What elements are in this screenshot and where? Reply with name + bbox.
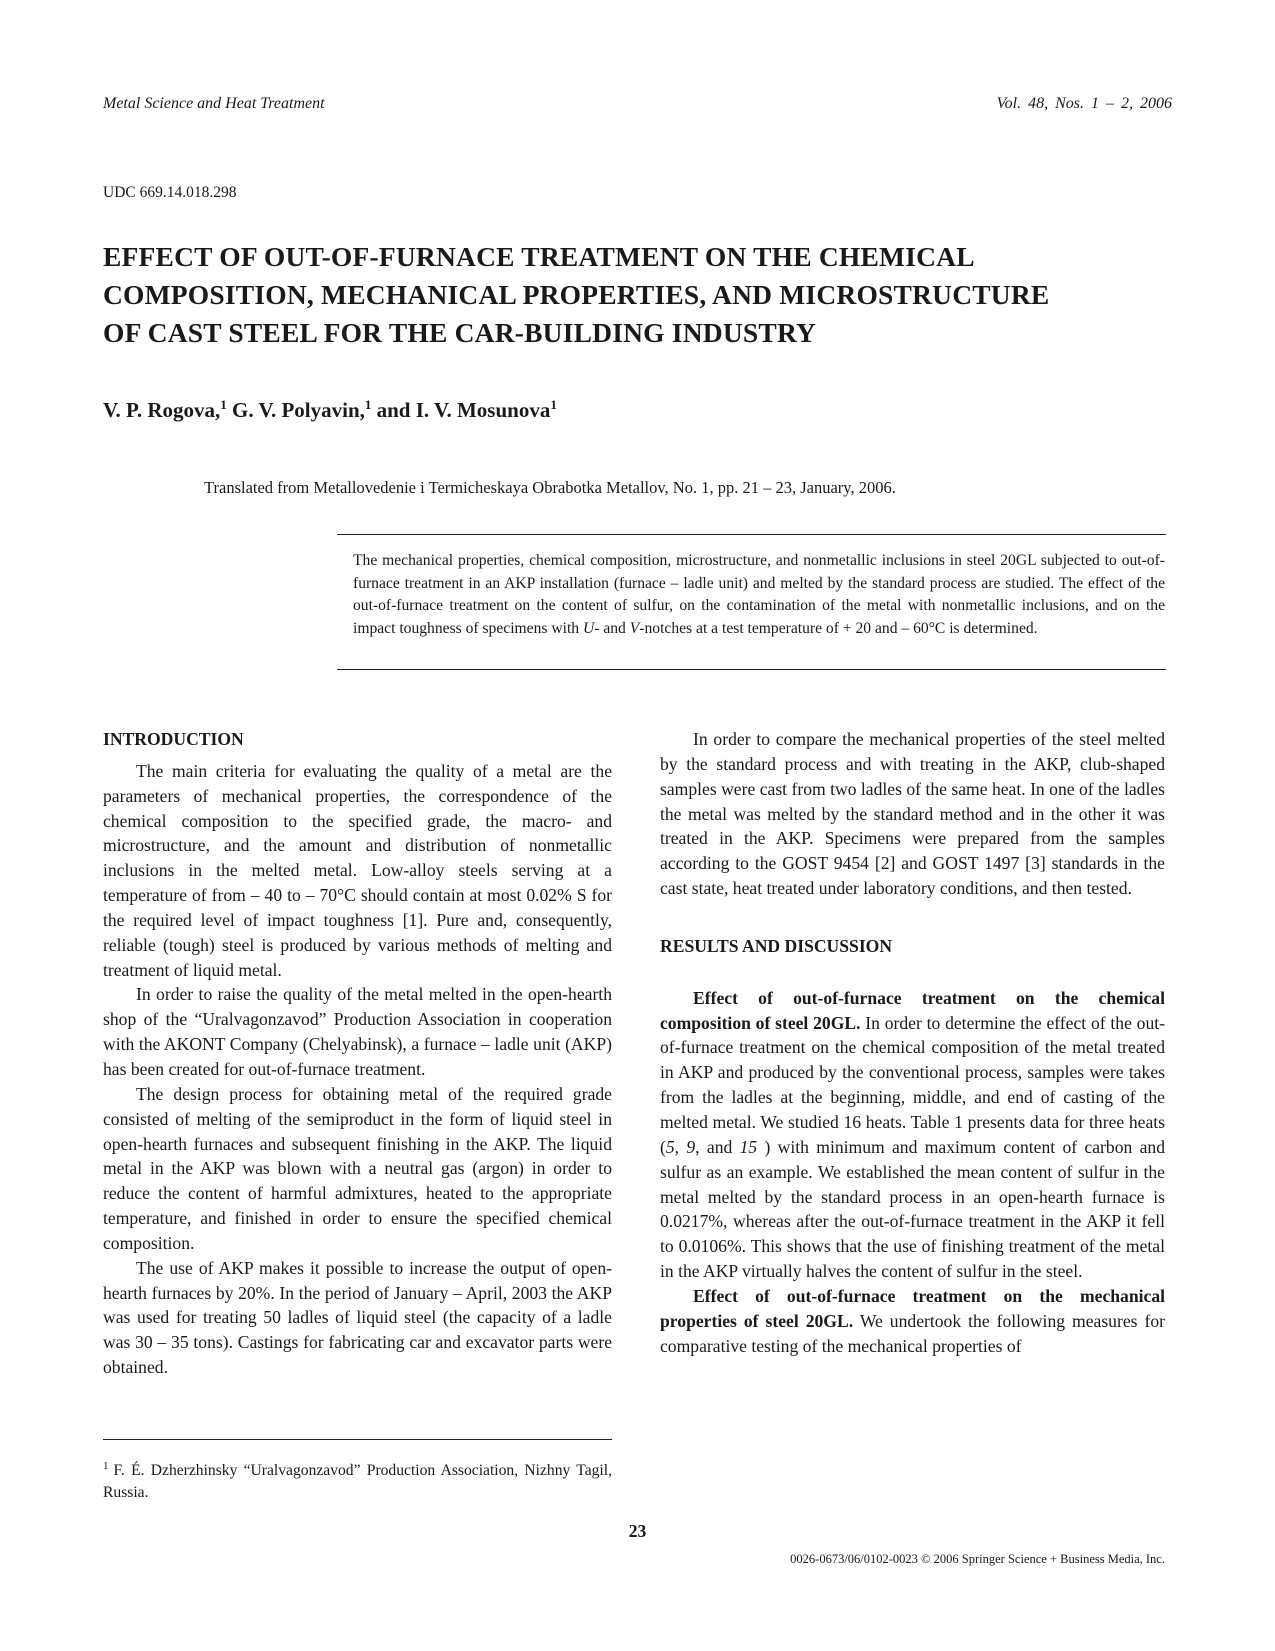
paragraph: The design process for obtaining metal of the required grade consisted of melting of the semiproduct in the form of liquid steel in open-hearth furnaces and subsequent finishing in the AKP. The liquid metal in the AKP was blown with a neutral gas (argon) in order to reduce the content of harmful admixtures, heated to the appropriate temperature, and finished in order to ensure the specified chemical composition. [103,1083,612,1253]
column-left [103,727,612,1380]
paragraph: In order to compare the mechanical properties of the steel melted by the standard process and with treating in the AKP, club-shaped samples were cast from two ladles of the same heat. In one of the ladles the metal was melted by the standard method and in the other it was treated in the AKP. Specimens were prepared from the samples according to the GOST 9454 [2] and GOST 1497 [3] standards in the cast state, heat treated under laboratory conditions, and then tested. [660,729,1165,899]
paragraph: The main criteria for evaluating the quality of a metal are the parameters of mechanical properties, the correspondence of the chemical composition to the specified grade, the macro- and microstructure, and the amount and distribution of nonmetallic inclusions in the melted metal. Low-alloy steels serving at a temperature of from – 40 to – 70°C should contain at most 0.02% S for the required level of impact toughness [1]. Pure and, consequently, reliable (tough) steel is produced by various methods of melting and treatment of liquid metal. [103,760,612,980]
heat-number: 9 [686,1136,696,1157]
abstract [353,550,1165,640]
section-heading-results: RESULTS AND DISCUSSION [660,935,893,956]
subsection-title: Effect of out-of-furnace treatment on the mechanical properties of steel 20GL. [660,1285,1165,1331]
paragraph-text: We undertook the following measures for comparative testing of the mechanical properties of [660,1310,1165,1356]
paragraph [660,1284,1165,1359]
journal-name: Metal Science and Heat Treatment [103,95,325,112]
paragraph-text: , and [695,1136,740,1157]
affiliation-mark: 1 [364,397,372,412]
title-line: COMPOSITION, MECHANICAL PROPERTIES, AND MICROSTRUCTURE [103,279,1050,310]
udc-code: UDC 669.14.018.298 [103,184,237,201]
author-list [103,398,557,423]
author-name: and I. V. Mosunova [376,398,551,422]
paragraph [660,986,1165,1284]
footnote [103,1460,612,1503]
section-heading-introduction: INTRODUCTION [103,729,244,749]
abstract-italic: V [629,619,640,637]
footnote-rule [103,1439,612,1440]
abstract-text: The mechanical properties, chemical composition, microstructure, and nonmetallic inclusions in steel 20GL subjected to out-of-furnace treatment in an AKP installation (furnace – ladle unit) and melted by the standard process are studied. The effect of the out-of-furnace treatment on the content of sulfur, on the contamination of the metal with nonmetallic inclusions, and on the impact toughness of specimens with [353,552,1165,637]
paragraph-text: In order to determine the effect of the out-of-furnace treatment on the chemical composition of the metal treated in AKP and produced by the conventional process, samples were takes from the ladles at the beginning, middle, and end of casting of the melted metal. We studied 16 heats. Table 1 presents data for three heats ( [660,1012,1165,1157]
heat-number: 15 [739,1136,758,1157]
column-right [660,727,1165,1358]
article-title [103,238,1178,352]
affiliation-mark: 1 [550,397,557,412]
heat-number: 5 [665,1136,675,1157]
paragraph-text: , [674,1136,687,1157]
copyright-line: 0026-0673/06/0102-0023 © 2006 Springer Science + Business Media, Inc. [790,1552,1165,1566]
page-number: 23 [628,1521,647,1541]
volume-info: Vol. 48, Nos. 1 – 2, 2006 [996,95,1172,112]
title-line: OF CAST STEEL FOR THE CAR-BUILDING INDUSTRY [103,317,817,348]
title-line: EFFECT OF OUT-OF-FURNACE TREATMENT ON THE CHEMICAL [103,241,975,272]
abstract-text: - and [594,619,630,637]
paragraph: The use of AKP makes it possible to increase the output of open-hearth furnaces by 20%. In the period of January – April, 2003 the AKP was used for treating 50 ladles of liquid steel (the capacity of a ladle was 30 – 35 tons). Castings for fabricating car and excavator parts were obtained. [103,1257,612,1378]
subsection-title: Effect of out-of-furnace treatment on the chemical composition of steel 20GL. [660,987,1165,1033]
footnote-text: F. É. Dzherzhinsky “Uralvagonzavod” Production Association, Nizhny Tagil, Russia. [103,1462,612,1501]
abstract-top-rule [337,534,1166,535]
paragraph-text: ) with minimum and maximum content of carbon and sulfur as an example. We established the mean content of sulfur in the metal melted by the standard process in an open-hearth furnace is 0.0217%, whereas after the out-of-furnace treatment in the AKP it fell to 0.0106%. This shows that the use of finishing treatment of the metal in the AKP virtually halves the content of sulfur in the steel. [660,1136,1165,1282]
abstract-text: -notches at a test temperature of + 20 and – 60°C is determined. [639,619,1038,637]
affiliation-mark: 1 [220,397,227,412]
footnote-mark: 1 [103,1460,109,1472]
author-name: G. V. Polyavin, [232,398,365,422]
paragraph: In order to raise the quality of the metal melted in the open-hearth shop of the “Uralvagonzavod” Production Association in cooperation with the AKONT Company (Chelyabinsk), a furnace – ladle unit (AKP) has been created for out-of-furnace treatment. [103,984,612,1079]
author-name: V. P. Rogova, [103,398,221,422]
abstract-italic: U [582,619,595,637]
abstract-bottom-rule [337,669,1166,670]
translation-note: Translated from Metallovedenie i Termicheskaya Obrabotka Metallov, No. 1, pp. 21 – 23, January, 2006. [204,478,896,497]
